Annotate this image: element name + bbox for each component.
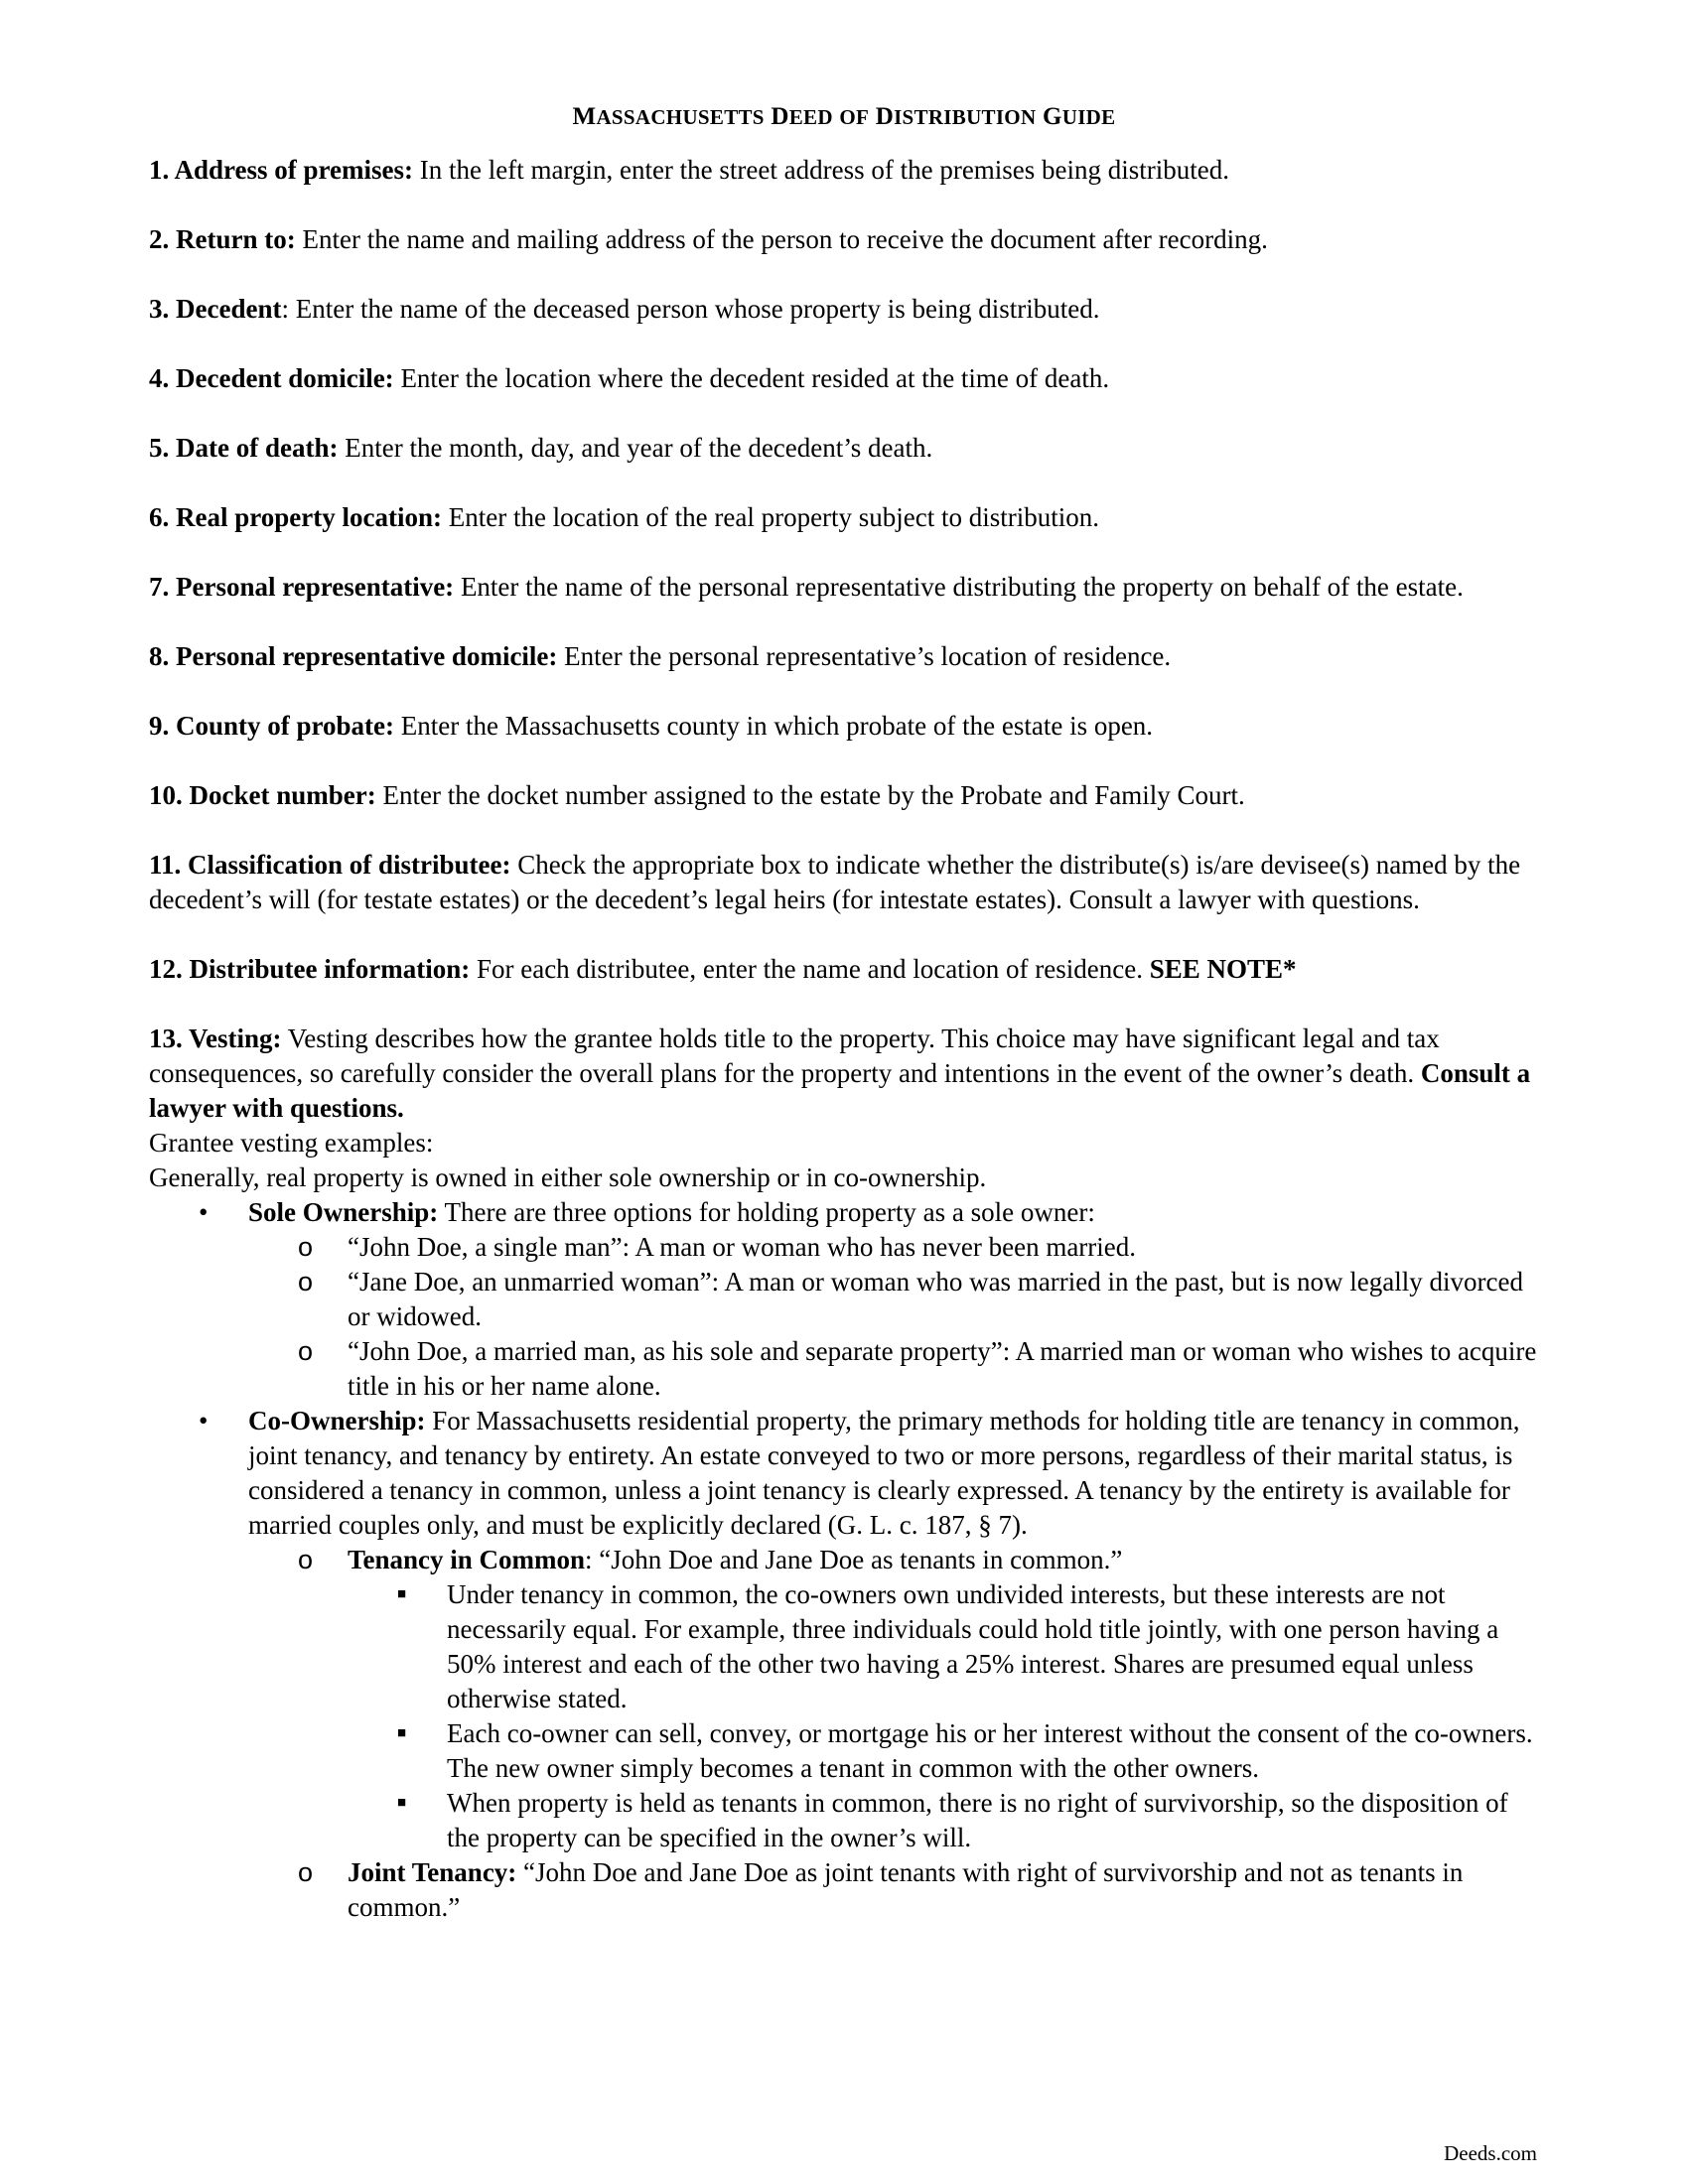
title-eed: EED [788, 105, 833, 129]
bullet-icon: • [199, 1197, 209, 1227]
footer-brand: Deeds.com [1444, 2141, 1537, 2165]
list-item [348, 1577, 1539, 1716]
title-uide: UIDE [1061, 105, 1116, 129]
square-bullet-icon: ■ [397, 1725, 407, 1741]
item-label: 13. Vesting: [149, 1024, 282, 1053]
title-g: G [1042, 103, 1062, 130]
see-note: SEE NOTE* [1149, 954, 1297, 984]
title-of: OF [839, 105, 870, 129]
circle-bullet-icon: o [298, 1336, 314, 1366]
title-dd: D [875, 103, 895, 130]
title-d: D [771, 103, 789, 130]
item-vesting [149, 1022, 1539, 1126]
item-decedent-domicile [149, 361, 1539, 396]
vesting-intro: Generally, real property is owned in either sole ownership or in co-ownership. [149, 1162, 987, 1192]
square-bullet-icon: ■ [397, 1586, 407, 1602]
tic-point-text: When property is held as tenants in common, there is no right of survivorship, so the disposition of the property can be specified in the owner’s will. [447, 1788, 1508, 1852]
list-item [248, 1334, 1539, 1404]
item-real-property-location [149, 500, 1539, 535]
co-ownership-label: Co-Ownership: [248, 1406, 426, 1435]
item-text: Enter the location where the decedent resided at the time of death. [393, 363, 1110, 393]
item-label: 7. Personal representative: [149, 572, 455, 602]
tic-point-text: Under tenancy in common, the co-owners own undivided interests, but these interests are not necessarily equal. For example, three individuals could hold title jointly, with one person having a 50% interest and each of the other two having a 25% interest. Shares are presumed equal unless otherwise stated. [447, 1579, 1499, 1713]
item-text: Vesting describes how the grantee holds title to the property. This choice may have significant legal and tax consequences, so carefully consider the overall plans for the property and intentions in the event of the owner’s death. [149, 1024, 1440, 1088]
list-item [348, 1786, 1539, 1855]
item-return-to [149, 222, 1539, 257]
tenancy-in-common-points [348, 1577, 1539, 1855]
item-label: 4. Decedent domicile: [149, 363, 394, 393]
item-personal-representative [149, 570, 1539, 605]
item-date-of-death [149, 431, 1539, 466]
item-text: Enter the location of the real property subject to distribution. [441, 502, 1100, 532]
joint-tenancy-text: “John Doe and Jane Doe as joint tenants with right of survivorship and not as tenants in common.” [348, 1857, 1464, 1922]
co-ownership-text: For Massachusetts residential property, the primary methods for holding title are tenancy in common, joint tenancy, and tenancy by entirety. An estate conveyed to two or more persons, regardless of their marital status, is considered a tenancy in common, unless a joint tenancy is clearly expressed. A tenancy by the entirety is available for married couples only, and must be explicitly declared (G. L. c. 187, § 7). [248, 1406, 1520, 1540]
list-item [248, 1230, 1539, 1265]
circle-bullet-icon: o [298, 1232, 314, 1262]
page-title [149, 103, 1539, 131]
list-item-tenancy-in-common [248, 1543, 1539, 1855]
sole-ownership-label: Sole Ownership: [248, 1197, 439, 1227]
title-assachusetts: ASSACHUSETTS [596, 105, 765, 129]
sole-options-list [248, 1230, 1539, 1404]
vesting-examples-heading: Grantee vesting examples: [149, 1128, 434, 1158]
title-istribution: ISTRIBUTION [894, 105, 1037, 129]
item-label: 12. Distributee information: [149, 954, 471, 984]
item-text: Enter the month, day, and year of the decedent’s death. [338, 433, 933, 463]
item-text: Enter the name and mailing address of the person to receive the document after recording. [295, 224, 1268, 254]
item-label: 3. Decedent [149, 294, 282, 324]
item-docket-number [149, 778, 1539, 813]
item-text: Enter the personal representative’s location of residence. [557, 641, 1172, 671]
item-distributee-information [149, 952, 1539, 987]
list-item-joint-tenancy [248, 1855, 1539, 1925]
list-item-co-ownership [149, 1404, 1539, 1925]
item-label: 11. Classification of distributee: [149, 850, 511, 880]
sole-ownership-text: There are three options for holding property as a sole owner: [438, 1197, 1095, 1227]
ownership-list [149, 1195, 1539, 1925]
co-ownership-methods-list [248, 1543, 1539, 1925]
item-label: 5. Date of death: [149, 433, 339, 463]
item-text: Enter the Massachusetts county in which probate of the estate is open. [394, 711, 1154, 741]
circle-bullet-icon: o [298, 1545, 314, 1574]
item-text: In the left margin, enter the street address of the premises being distributed. [413, 155, 1230, 185]
item-text: : Enter the name of the deceased person whose property is being distributed. [281, 294, 1100, 324]
item-label: 8. Personal representative domicile: [149, 641, 558, 671]
tenancy-in-common-text: : “John Doe and Jane Doe as tenants in common.” [585, 1545, 1123, 1574]
joint-tenancy-label: Joint Tenancy: [348, 1857, 517, 1887]
title-m: M [572, 103, 597, 130]
item-personal-representative-domicile [149, 639, 1539, 674]
list-item [248, 1265, 1539, 1334]
item-county-of-probate [149, 709, 1539, 744]
item-decedent [149, 292, 1539, 327]
item-classification-of-distributee [149, 848, 1539, 917]
item-label: 10. Docket number: [149, 780, 376, 810]
sole-option-text: “John Doe, a married man, as his sole and separate property”: A married man or woman who wishes to acquire title in his or her name alone. [348, 1336, 1537, 1401]
sole-option-text: “Jane Doe, an unmarried woman”: A man or woman who was married in the past, but is now legally divorced or widowed. [348, 1267, 1523, 1331]
item-label: 9. County of probate: [149, 711, 395, 741]
vesting-emphasis: Consult a lawyer with questions. [149, 1058, 1531, 1123]
item-text: Enter the name of the personal representative distributing the property on behalf of the estate. [454, 572, 1464, 602]
bullet-icon: • [199, 1406, 209, 1435]
list-item [348, 1716, 1539, 1786]
item-text: Enter the docket number assigned to the estate by the Probate and Family Court. [375, 780, 1245, 810]
sole-option-text: “John Doe, a single man”: A man or woman who has never been married. [348, 1232, 1137, 1262]
tenancy-in-common-label: Tenancy in Common [348, 1545, 586, 1574]
item-label: 6. Real property location: [149, 502, 442, 532]
item-label: 1. Address of premises: [149, 155, 414, 185]
item-text: Check the appropriate box to indicate whether the distribute(s) is/are devisee(s) named by the decedent’s will (for testate estates) or the decedent’s legal heirs (for intestate estates). Consult a lawyer with questions. [149, 850, 1521, 914]
circle-bullet-icon: o [298, 1267, 314, 1297]
list-item-sole-ownership [149, 1195, 1539, 1404]
circle-bullet-icon: o [298, 1857, 314, 1887]
square-bullet-icon: ■ [397, 1795, 407, 1811]
tic-point-text: Each co-owner can sell, convey, or mortgage his or her interest without the consent of the co-owners. The new owner simply becomes a tenant in common with the other owners. [447, 1718, 1533, 1783]
item-address-of-premises [149, 153, 1539, 188]
item-text: For each distributee, enter the name and location of residence. [470, 954, 1150, 984]
item-label: 2. Return to: [149, 224, 296, 254]
